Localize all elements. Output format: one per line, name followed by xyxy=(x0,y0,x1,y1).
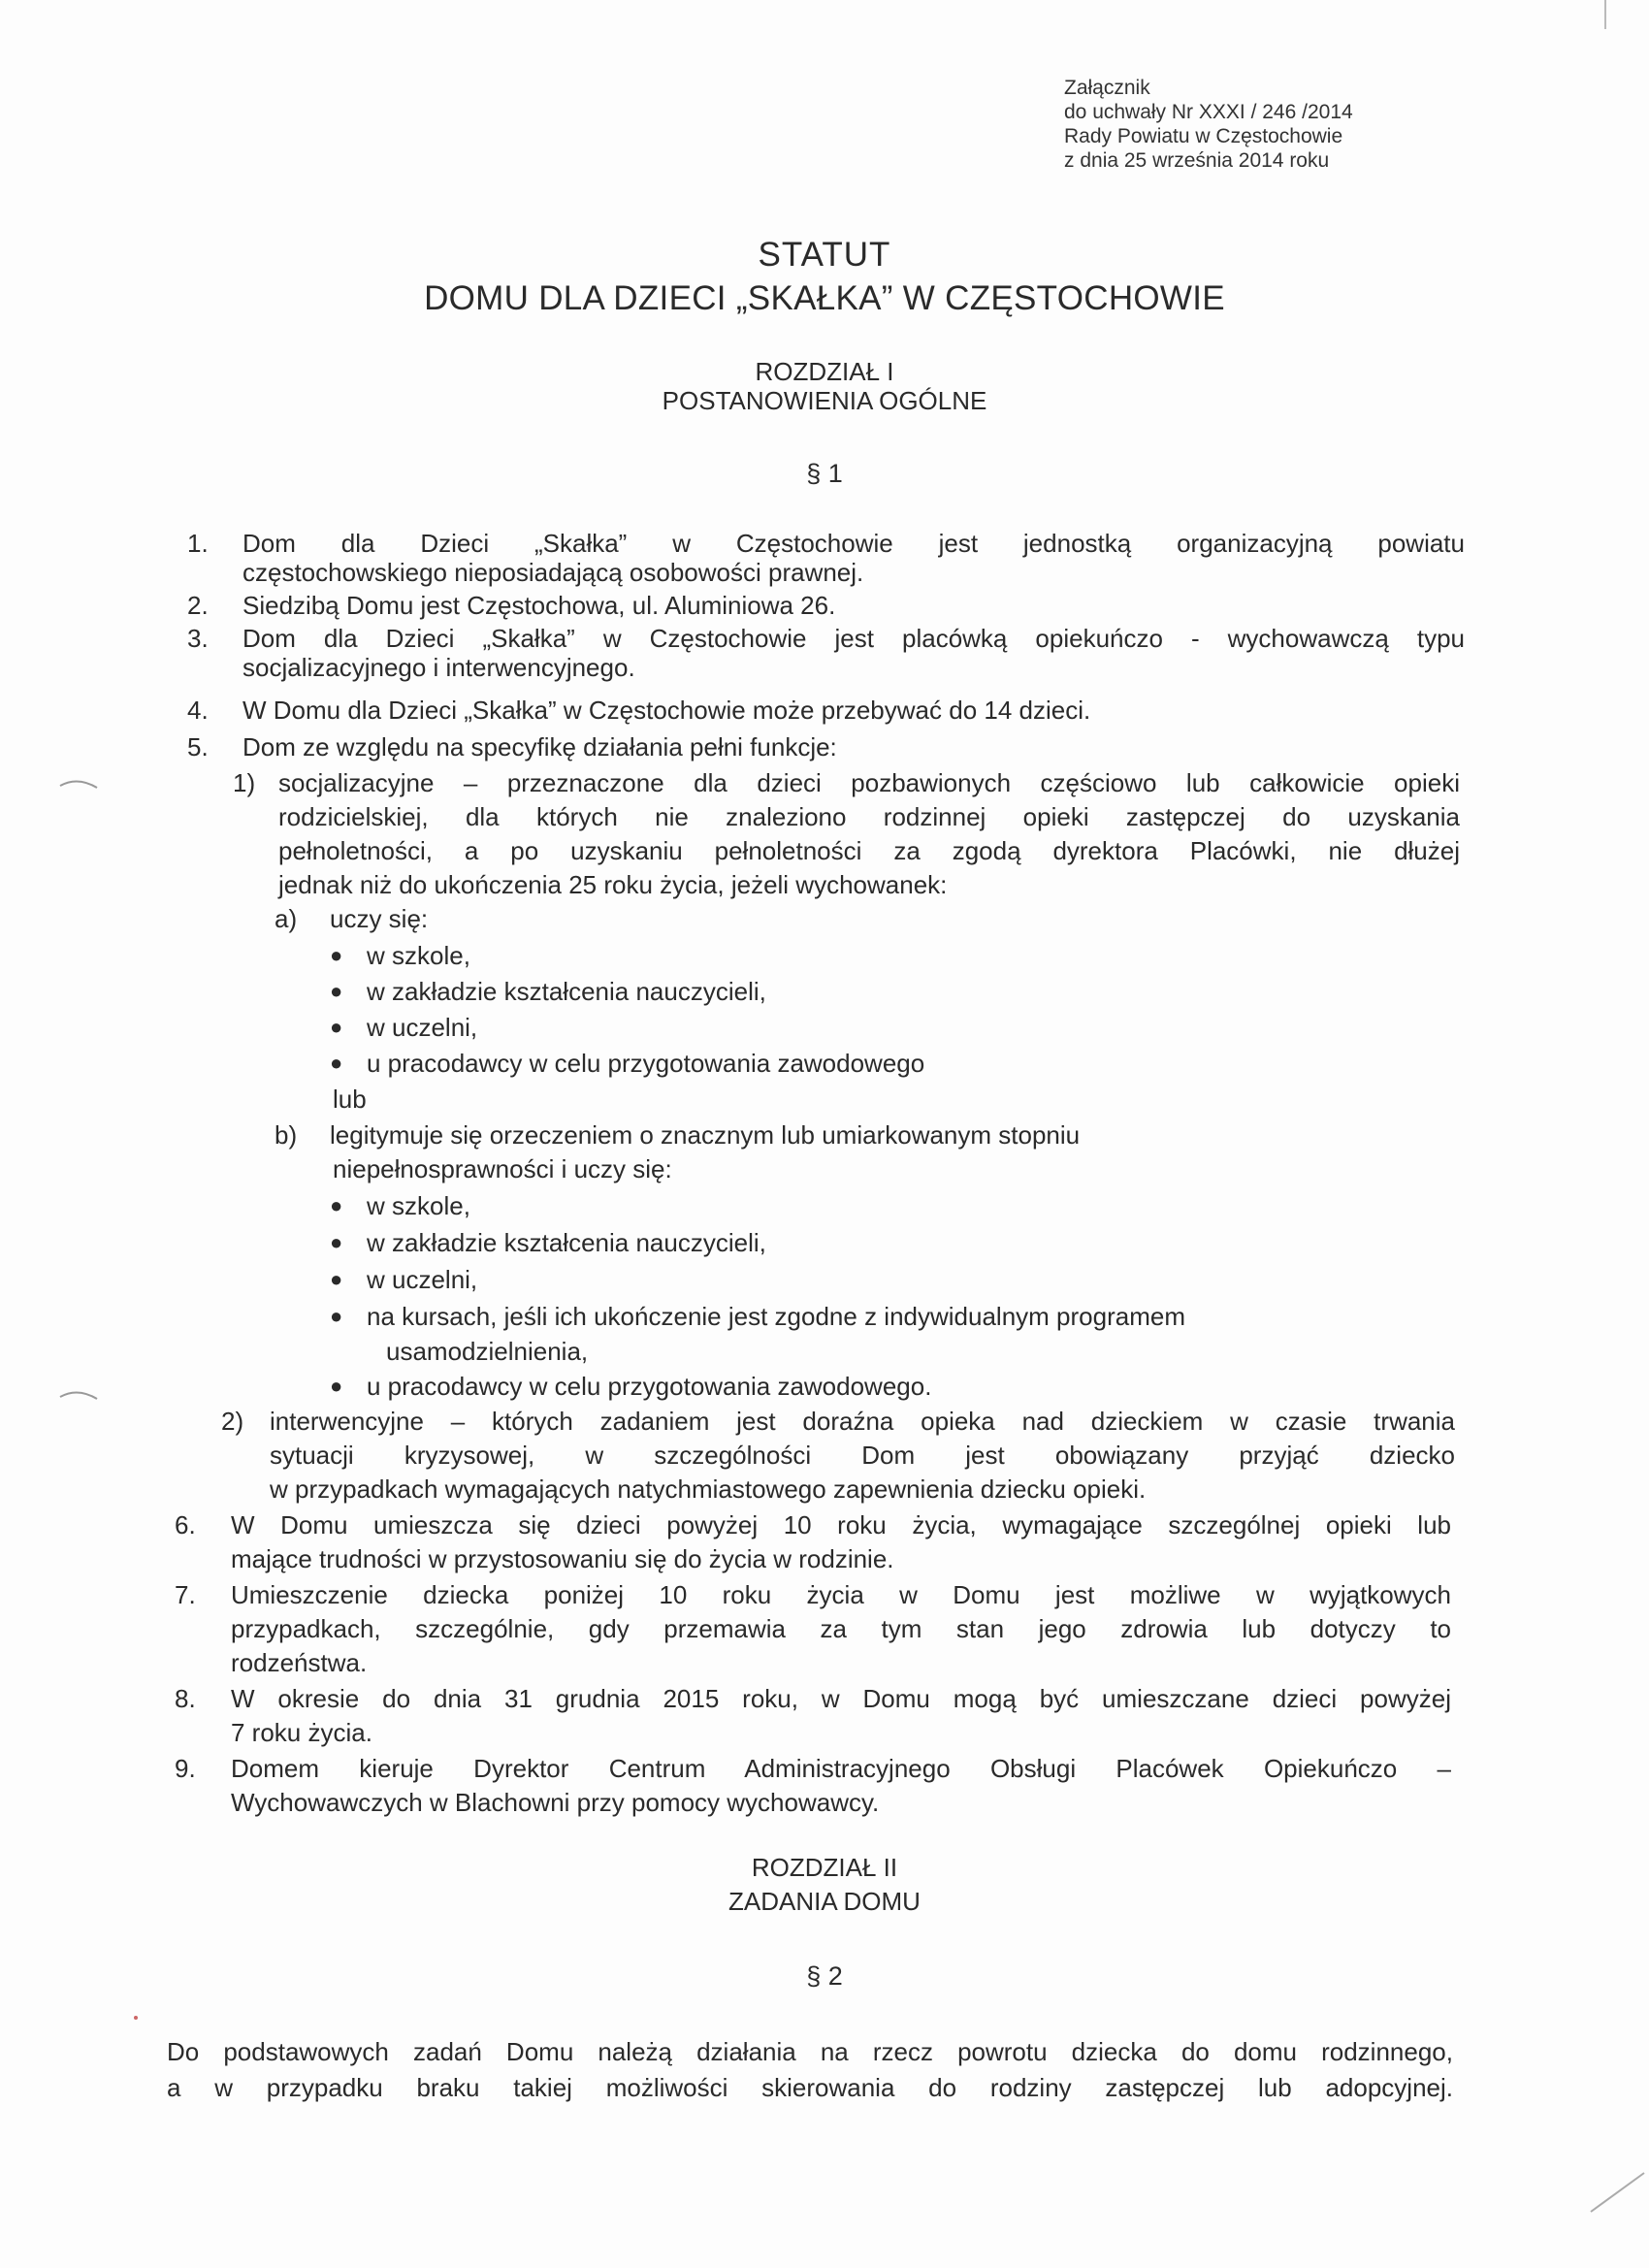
sublist-text: legitymuje się orzeczeniem o znacznym lub umiarkowanym stopniu xyxy=(330,1120,1081,1150)
list-number: 3. xyxy=(187,624,209,653)
list-number: 6. xyxy=(175,1510,196,1539)
list-number: 8. xyxy=(175,1684,196,1713)
list-number: 7. xyxy=(175,1580,196,1609)
body-text: a w przypadku braku takiej możliwości skierowania do rodziny zastępczej lub adopcyjnej. xyxy=(167,2073,1453,2102)
sublist-number: 1) xyxy=(233,768,256,797)
bullet-dot: ● xyxy=(330,1267,343,1291)
paragraph-symbol: § 2 xyxy=(806,1961,843,1991)
bullet-text: w zakładzie kształcenia nauczycieli, xyxy=(367,977,766,1006)
list-item-text: socjalizacyjnego i interwencyjnego. xyxy=(242,653,635,682)
sublist-letter: a) xyxy=(275,904,298,933)
list-item-text: przypadkach, szczególnie, gdy przemawia za tym stan jego zdrowia lub dotyczy to xyxy=(231,1614,1451,1643)
chapter-heading: ROZDZIAŁ II xyxy=(751,1853,898,1882)
bullet-dot: ● xyxy=(330,943,343,967)
conjunction-text: lub xyxy=(333,1085,367,1114)
sublist-text: niepełnosprawności i uczy się: xyxy=(333,1154,672,1183)
paragraph-symbol: § 1 xyxy=(806,459,843,488)
list-number: 9. xyxy=(175,1754,196,1783)
sublist-number: 2) xyxy=(221,1407,244,1436)
sublist-letter: b) xyxy=(275,1120,298,1150)
sublist-text: sytuacji kryzysowej, w szczególności Dom jest obowiązany przyjąć dziecko xyxy=(270,1441,1455,1470)
chapter-heading: ROZDZIAŁ I xyxy=(755,357,894,386)
document-subtitle: DOMU DLA DZIECI „SKAŁKA” W CZĘSTOCHOWIE xyxy=(424,279,1225,317)
bullet-dot: ● xyxy=(330,1051,343,1075)
list-number: 1. xyxy=(187,529,209,558)
list-item-text: W Domu dla Dzieci „Skałka” w Częstochowie może przebywać do 14 dzieci. xyxy=(242,696,1091,725)
list-item-text: Wychowawczych w Blachowni przy pomocy wychowawcy. xyxy=(231,1788,880,1817)
list-item-text: Umieszczenie dziecka poniżej 10 roku życia w Domu jest możliwe w wyjątkowych xyxy=(231,1580,1451,1609)
list-item-text: mające trudności w przystosowaniu się do życia w rodzinie. xyxy=(231,1544,894,1573)
list-item-text: rodzeństwa. xyxy=(231,1648,368,1677)
list-number: 5. xyxy=(187,732,209,761)
bullet-text: w szkole, xyxy=(367,941,470,970)
list-number: 2. xyxy=(187,591,209,620)
bullet-text: w zakładzie kształcenia nauczycieli, xyxy=(367,1228,766,1257)
sublist-text: pełnoletności, a po uzyskaniu pełnoletności za zgodą dyrektora Placówki, nie dłużej xyxy=(278,836,1460,865)
list-item-text: W Domu umieszcza się dzieci powyżej 10 roku życia, wymagające szczególnej opieki lub xyxy=(231,1510,1451,1539)
attachment-line: z dnia 25 września 2014 roku xyxy=(1064,149,1330,172)
sublist-text: w przypadkach wymagających natychmiastowego zapewnienia dziecku opieki. xyxy=(270,1474,1147,1504)
attachment-line: Załącznik xyxy=(1064,77,1150,99)
list-item-text: Dom ze względu na specyfikę działania pełni funkcje: xyxy=(242,732,837,761)
chapter-subheading: POSTANOWIENIA OGÓLNE xyxy=(662,386,987,415)
list-item-text: W okresie do dnia 31 grudnia 2015 roku, w Domu mogą być umieszczane dzieci powyżej xyxy=(231,1684,1451,1713)
sublist-text: interwencyjne – których zadaniem jest doraźna opieka nad dzieckiem w czasie trwania xyxy=(270,1407,1455,1436)
attachment-line: do uchwały Nr XXXI / 246 /2014 xyxy=(1064,101,1353,123)
list-item-text: Siedzibą Domu jest Częstochowa, ul. Aluminiowa 26. xyxy=(242,591,836,620)
bullet-dot: ● xyxy=(330,1374,343,1398)
bullet-dot: ● xyxy=(330,1230,343,1254)
bullet-text: na kursach, jeśli ich ukończenie jest zgodne z indywidualnym programem xyxy=(367,1302,1185,1331)
list-item-text: częstochowskiego nieposiadającą osobowości prawnej. xyxy=(242,558,864,587)
bullet-dot: ● xyxy=(330,1015,343,1039)
list-item-text: 7 roku życia. xyxy=(231,1718,372,1747)
sublist-text: jednak niż do ukończenia 25 roku życia, jeżeli wychowanek: xyxy=(278,870,948,899)
bullet-text: u pracodawcy w celu przygotowania zawodowego. xyxy=(367,1372,932,1401)
list-number: 4. xyxy=(187,696,209,725)
sublist-text: uczy się: xyxy=(330,904,429,933)
sublist-text: rodzicielskiej, dla których nie znaleziono rodzinnej opieki zastępczej do uzyskania xyxy=(278,802,1460,831)
document-title: STATUT xyxy=(758,236,891,274)
list-item-text: Domem kieruje Dyrektor Centrum Administracyjnego Obsługi Placówek Opiekuńczo – xyxy=(231,1754,1451,1783)
chapter-subheading: ZADANIA DOMU xyxy=(728,1887,921,1916)
bullet-dot: ● xyxy=(330,1193,343,1217)
bullet-text: w uczelni, xyxy=(367,1265,478,1294)
sublist-text: socjalizacyjne – przeznaczone dla dzieci pozbawionych częściowo lub całkowicie opieki xyxy=(278,768,1460,797)
bullet-text: w szkole, xyxy=(367,1191,470,1220)
list-item-text: Dom dla Dzieci „Skałka” w Częstochowie jest jednostką organizacyjną powiatu xyxy=(242,529,1465,558)
bullet-dot: ● xyxy=(330,979,343,1003)
bullet-text-continued: usamodzielnienia, xyxy=(386,1337,589,1366)
bullet-text: w uczelni, xyxy=(367,1013,478,1042)
list-item-text: Dom dla Dzieci „Skałka” w Częstochowie jest placówką opiekuńczo - wychowawczą typu xyxy=(242,624,1465,653)
bullet-text: u pracodawcy w celu przygotowania zawodowego xyxy=(367,1049,925,1078)
attachment-line: Rady Powiatu w Częstochowie xyxy=(1064,125,1343,147)
body-text: Do podstawowych zadań Domu należą działania na rzecz powrotu dziecka do domu rodzinnego, xyxy=(167,2037,1453,2066)
bullet-dot: ● xyxy=(330,1304,343,1328)
